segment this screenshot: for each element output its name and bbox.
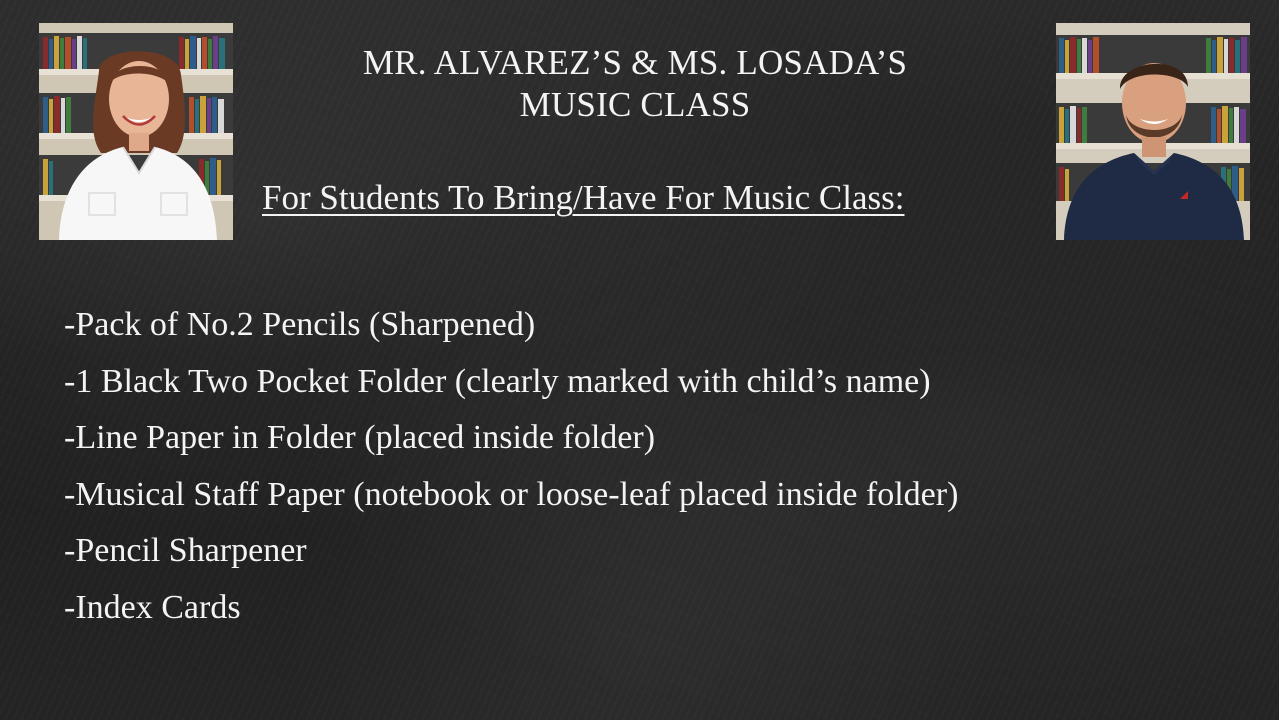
supply-list [64,297,958,637]
slide-title [270,42,1000,126]
title-line-1: MR. ALVAREZ’S & MS. LOSADA’S [362,43,908,82]
list-item: -Pencil Sharpener [64,532,307,570]
supply-list-heading: For Students To Bring/Have For Music Class: [262,178,905,217]
list-item: -Line Paper in Folder (placed inside folder) [64,419,656,457]
teacher-photo-left [39,23,233,240]
title-line-2: MUSIC CLASS [519,85,751,124]
list-item: -1 Black Two Pocket Folder (clearly marked with child’s name) [64,362,931,400]
list-item: -Musical Staff Paper (notebook or loose-leaf placed inside folder) [64,475,959,513]
list-item: -Pack of No.2 Pencils (Sharpened) [64,306,536,343]
list-item: -Index Cards [64,588,241,626]
teacher-photo-right [1056,23,1250,240]
